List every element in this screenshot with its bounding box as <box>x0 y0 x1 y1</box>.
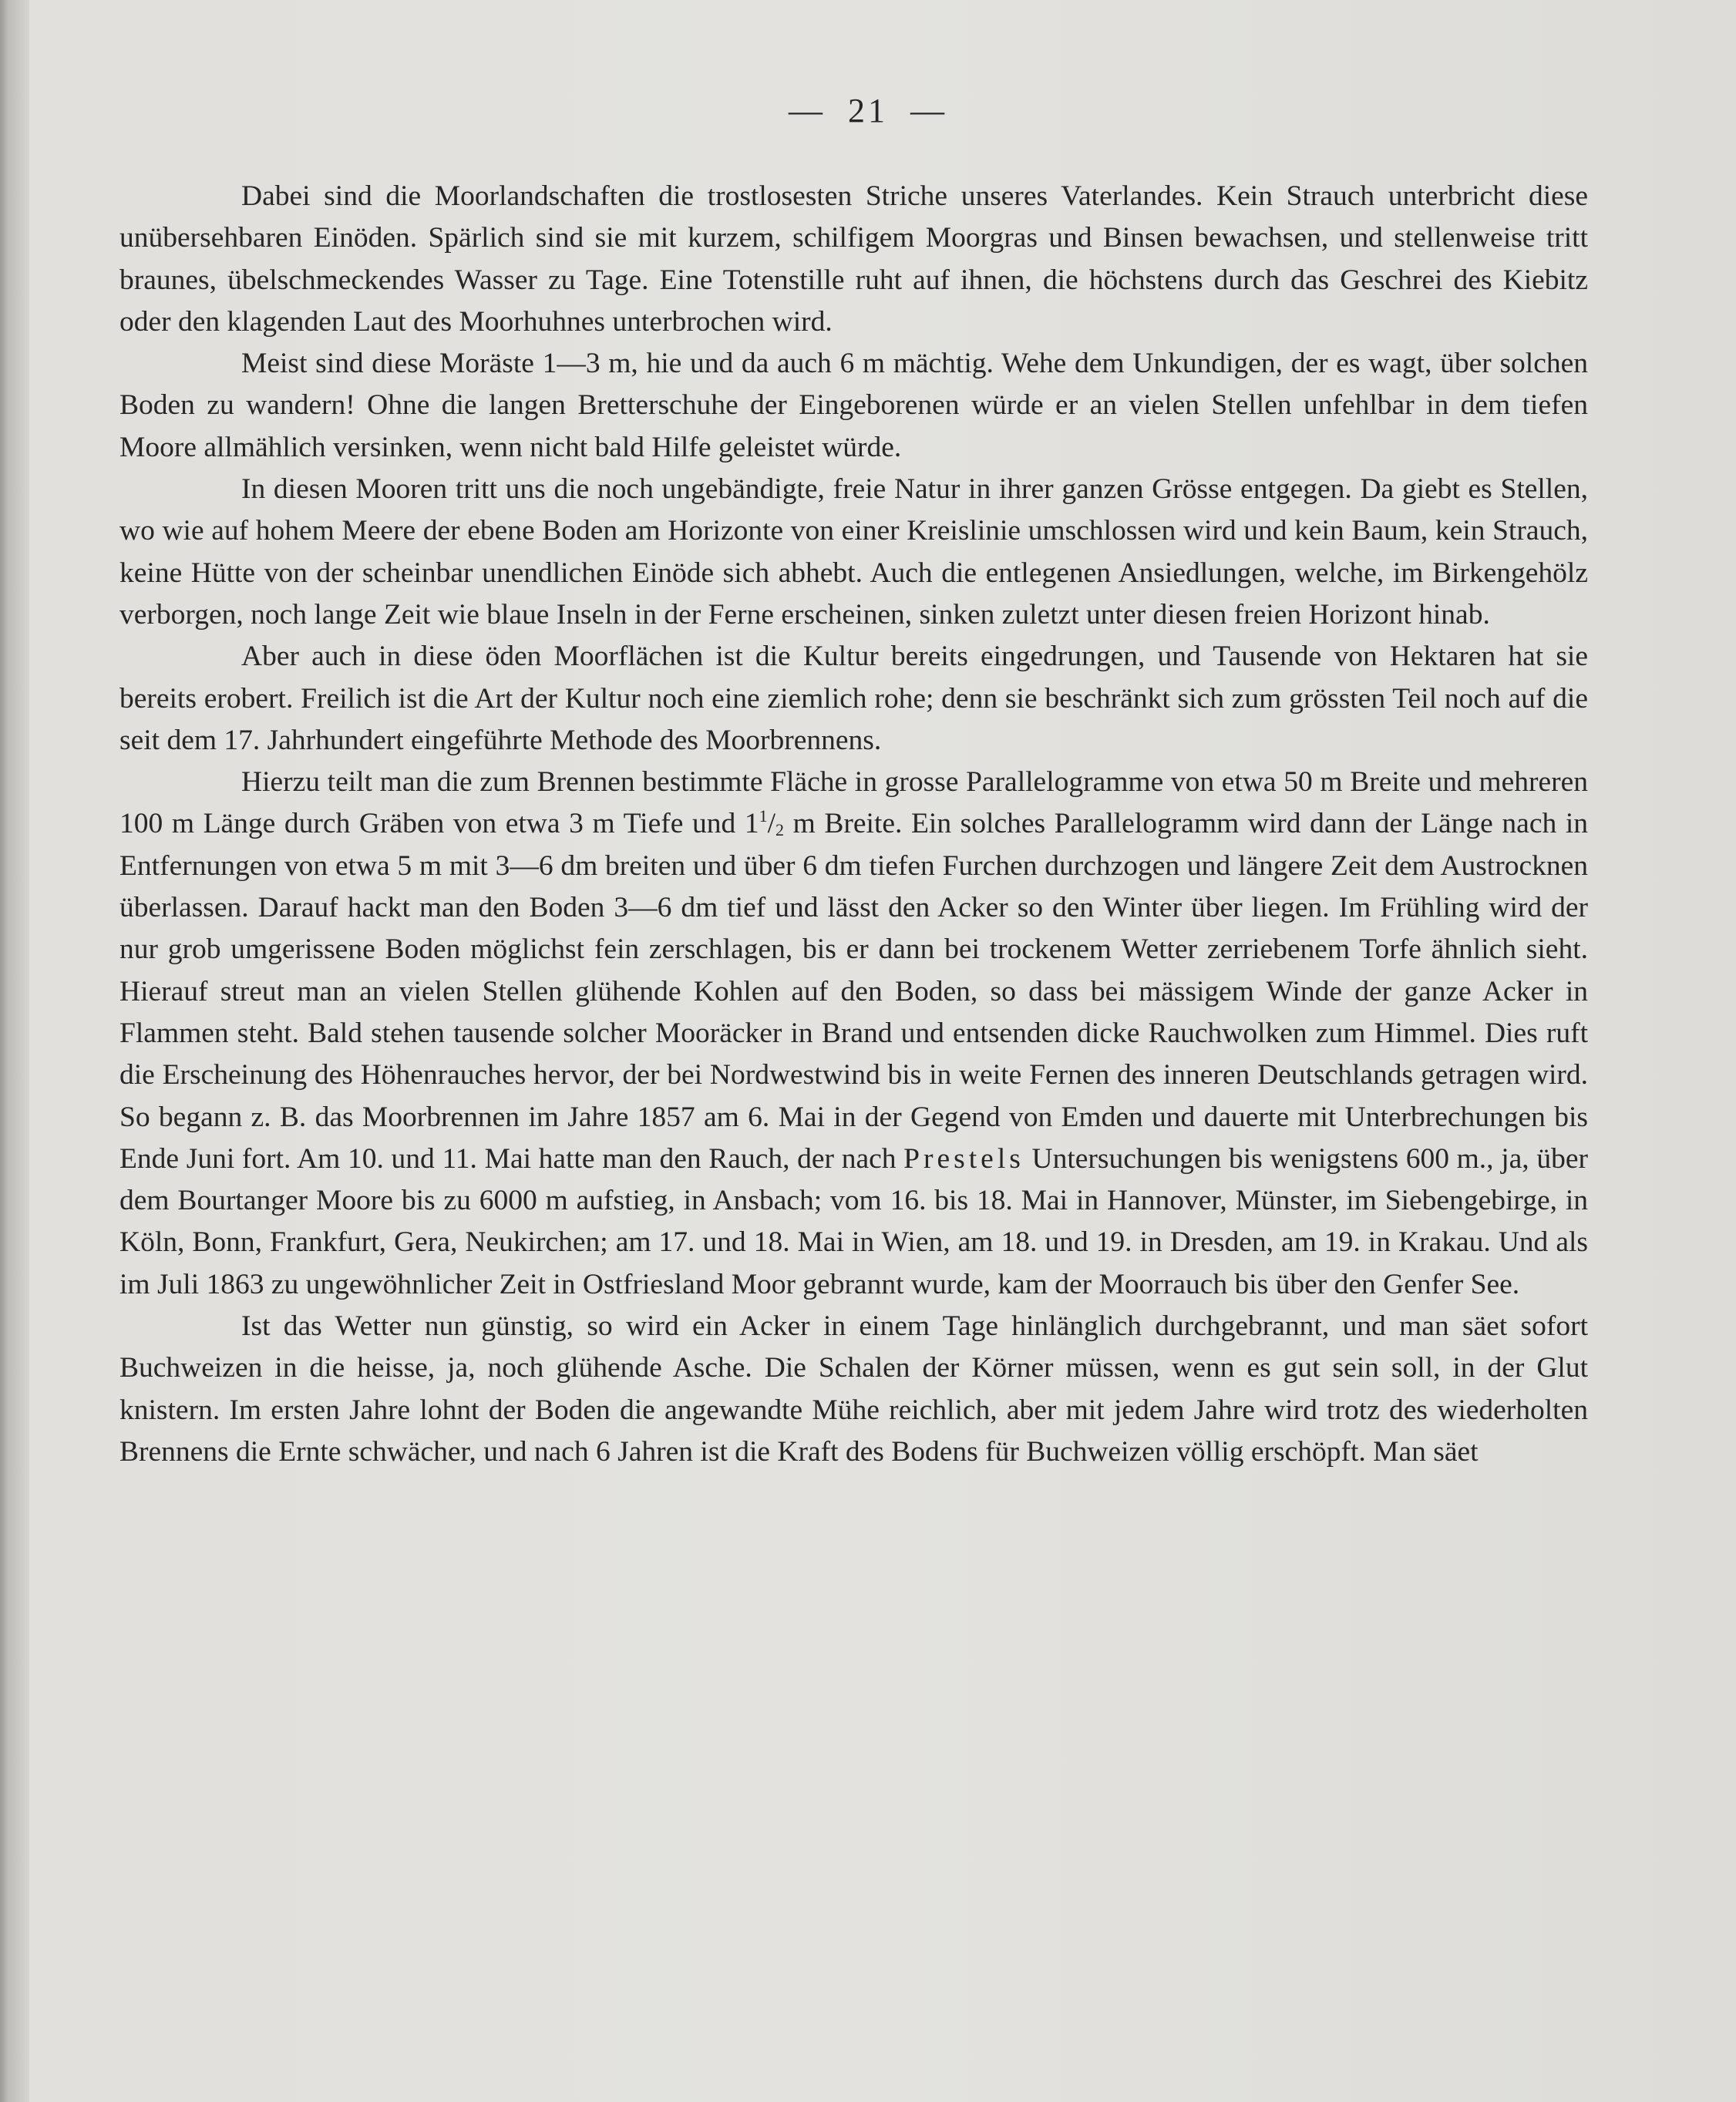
paragraph-moor-burning: Hierzu teilt man die zum Brennen bestimmte Fläche in grosse Parallelogramme von etwa 50 m Breite und mehreren 100 m Länge durch Gräben von etwa 3 m Tiefe und $1^1/_2$ m Breite. Ein solches Parallelogramm wird dann der Länge nach in Entfernungen von etwa 5 m mit 3—6 dm breiten und über 6 dm tiefen Furchen durchzogen und längere Zeit dem Austrocknen überlassen. Darauf hackt man den Boden 3—6 dm tief und lässt den Acker so den Winter über liegen. Im Frühling wird der nur grob umgerissene Boden möglichst fein zerschlagen, bis er dann bei trockenem Wetter zerriebenem Torfe ähnlich sieht. Hierauf streut man an vielen Stellen glühende Kohlen auf den Boden, so dass bei mässigem Winde der ganze Acker in Flammen steht. Bald stehen tausende solcher Mooräcker in Brand und entsenden dicke Rauchwolken zum Himmel. Dies ruft die Erscheinung des Höhenrauches hervor, der bei Nordwestwind bis in weite Fernen des inneren Deutschlands getragen wird. So begann z. B. das Moorbrennen im Jahre 1857 am 6. Mai in der Gegend von Emden und dauerte mit Unterbrechungen bis Ende Juni fort. Am 10. und 11. Mai hatte man den Rauch, der nach Prestels Untersuchungen bis wenigstens 600 m., ja, über dem Bourtanger Moore bis zu 6000 m aufstieg, in Ansbach; vom 16. bis 18. Mai in Hannover, Münster, im Siebengebirge, in Köln, Bonn, Frankfurt, Gera, Neukirchen; am 17. und 18. Mai in Wien, am 18. und 19. in Dresden, am 19. in Krakau. Und als im Juli 1863 zu ungewöhnlicher Zeit in Ostfriesland Moor gebrannt wurde, kam der Moorrauch bis über den Genfer See. <box>119 766 1588 1300</box>
moor-burning-text-3: Untersuchungen bis wenigstens 600 m., ja, über dem Bourtanger Moore bis zu 6000 m aufstieg, in Ansbach; vom 16. bis 18. Mai in Hannover, Münster, im Siebengebirge, in Köln, Bonn, Frankfurt, Gera, Neukirchen; am 17. und 18. Mai in Wien, am 18. und 19. in Dresden, am 19. in Krakau. Und als im Juli 1863 zu ungewöhnlicher Zeit in Ostfriesland Moor gebrannt wurde, kam der Moorrauch bis über den Genfer See. <box>119 1142 1588 1300</box>
paragraph-moorlands: Dabei sind die Moorlandschaften die trostlosesten Striche unseres Vaterlandes. Kein Strauch unterbricht diese unübersehbaren Einöden. Spärlich sind sie mit kurzem, schilfigem Moorgras und Binsen bewachsen, und stellenweise tritt braunes, übelschmeckendes Wasser zu Tage. Eine Totenstille ruht auf ihnen, die höchstens durch das Geschrei des Kiebitz oder den klagenden Laut des Moorhuhnes unterbrochen wird. <box>119 180 1588 338</box>
moor-burning-text-2: m Breite. Ein solches Parallelogramm wird dann der Länge nach in Entfernungen von etwa 5 m mit 3—6 dm breiten und über 6 dm tiefen Furchen durchzogen und längere Zeit dem Austrocknen überlassen. Darauf hackt man den Boden 3—6 dm tief und lässt den Acker so den Winter über liegen. Im Frühling wird der nur grob umgerissene Boden möglichst fein zerschlagen, bis er dann bei trockenem Wetter zerriebenem Torfe ähnlich sieht. Hierauf streut man an vielen Stellen glühende Kohlen auf den Boden, so dass bei mässigem Winde der ganze Acker in Flammen steht. Bald stehen tausende solcher Mooräcker in Brand und entsenden dicke Rauchwolken zum Himmel. Dies ruft die Erscheinung des Höhenrauches hervor, der bei Nordwestwind bis in weite Fernen des inneren Deutschlands getragen wird. So begann z. B. das Moorbrennen im Jahre 1857 am 6. Mai in der Gegend von Emden und dauerte mit Unterbrechungen bis Ende Juni fort. Am 10. und 11. Mai hatte man den Rauch, der nach <box>119 808 1588 1175</box>
moor-burning-text-1: Hierzu teilt man die zum Brennen bestimmte Fläche in grosse Parallelogramme von etwa 50 m Breite und mehreren 100 m Länge durch Gräben von etwa 3 m Tiefe und 1 <box>119 766 1588 840</box>
paragraph-culture: Aber auch in diese öden Moorflächen ist die Kultur bereits eingedrungen, und Tausende von Hektaren hat sie bereits erobert. Freilich ist die Art der Kultur noch eine ziemlich rohe; denn sie beschränkt sich zum grössten Teil noch auf die seit dem 17. Jahrhundert eingeführte Methode des Moorbrennens. <box>119 641 1588 756</box>
book-spine-shadow <box>0 0 29 2102</box>
fraction-denominator: 2 <box>775 820 785 840</box>
paragraph-morasses: Meist sind diese Moräste 1—3 m, hie und da auch 6 m mächtig. Wehe dem Unkundigen, der es wagt, über solchen Boden zu wandern! Ohne die langen Bretterschuhe der Eingeborenen würde er an vielen Stellen unfehlbar in dem tiefen Moore allmählich versinken, wenn nicht bald Hilfe geleistet würde. <box>119 348 1588 463</box>
page-number: — 21 — <box>789 92 947 129</box>
body-text <box>119 176 1588 1473</box>
paragraph-buckwheat: Ist das Wetter nun günstig, so wird ein Acker in einem Tage hinlänglich durchgebrannt, und man säet sofort Buchweizen in die heisse, ja, noch glühende Asche. Die Schalen der Körner müssen, wenn es gut sein soll, in der Glut knistern. Im ersten Jahre lohnt der Boden die angewandte Mühe reichlich, aber mit jedem Jahre wird trotz des wiederholten Brennens die Ernte schwächer, und nach 6 Jahren ist die Kraft des Bodens für Buchweizen völlig erschöpft. Man säet <box>119 1310 1588 1468</box>
paragraph-nature: In diesen Mooren tritt uns die noch ungebändigte, freie Natur in ihrer ganzen Grösse entgegen. Da giebt es Stellen, wo wie auf hohem Meere der ebene Boden am Horizonte von einer Kreislinie umschlossen wird und kein Baum, kein Strauch, keine Hütte von der scheinbar unendlichen Einöde sich abhebt. Auch die entlegenen Ansiedlungen, welche, im Birkengehölz verborgen, noch lange Zeit wie blaue Inseln in der Ferne erscheinen, sinken zuletzt unter diesen freien Horizont hinab. <box>119 473 1588 631</box>
fraction-numerator: 1 <box>759 806 768 826</box>
author-name-prestels: Prestels <box>903 1142 1024 1175</box>
